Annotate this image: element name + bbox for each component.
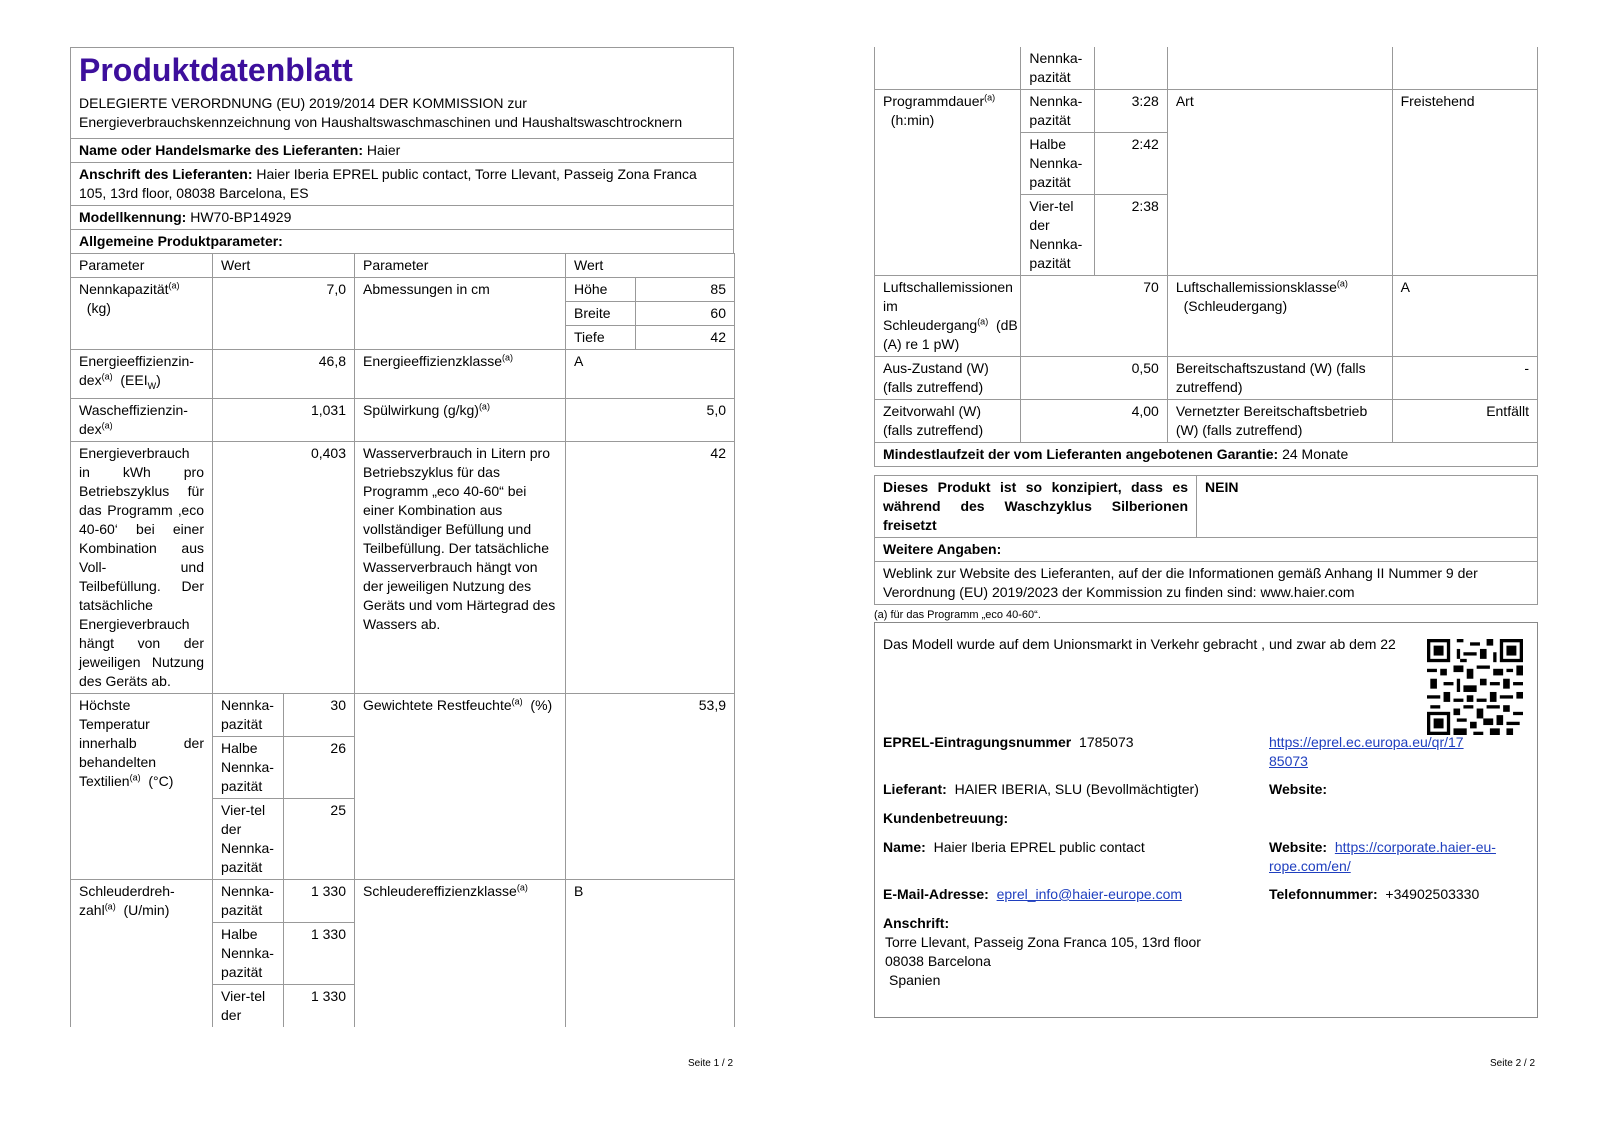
page-two-footer: Seite 2 / 2 — [1490, 1058, 1536, 1069]
duration-full-label: Nennka-pazität — [1021, 90, 1094, 133]
model-value: HW70-BP14929 — [190, 209, 292, 225]
website-label: Website: — [1269, 781, 1328, 797]
supplier-name-label: Name oder Handelsmarke des Lieferanten: — [79, 142, 363, 158]
address-block — [883, 914, 1201, 990]
spin-half-value: 1 330 — [284, 922, 355, 984]
qr-code-icon[interactable] — [1427, 639, 1523, 735]
website2-label: Website: — [1269, 839, 1328, 855]
energy-class-value: A — [566, 350, 735, 399]
document-title: Produktdatenblatt — [79, 52, 353, 88]
model-label: Modellkennung: — [79, 209, 187, 225]
header-value: Wert — [213, 254, 355, 278]
type-value: Freistehend — [1392, 90, 1537, 276]
contact-name-row — [883, 838, 1145, 857]
page-two — [874, 47, 1538, 621]
market-text: Das Modell wurde auf dem Unionsmarkt in Verkehr gebracht , und zwar ab dem 22 — [883, 636, 1396, 652]
header-table — [70, 47, 734, 254]
silver-table — [874, 475, 1538, 605]
spin-full-value: 1 330 — [284, 879, 355, 922]
off-mode-label: Aus-Zustand (W) (falls zutreffend) — [875, 357, 1021, 400]
website2-row — [1269, 838, 1496, 876]
supplier-value: HAIER IBERIA, SLU (Bevollmächtigter) — [954, 781, 1199, 797]
eprel-row — [883, 733, 1134, 752]
contact-name-label: Name: — [883, 839, 926, 855]
supplier-name-row — [71, 139, 734, 163]
weblink-value: www.haier.com — [1260, 584, 1355, 600]
phone-label: Telefonnummer: — [1269, 886, 1378, 902]
max-temp-half-label: Halbe Nennka-pazität — [213, 736, 284, 798]
supplier-row — [883, 780, 1199, 799]
spin-quarter-label: Vier-tel der — [213, 984, 284, 1027]
rinsing-value: 5,0 — [566, 398, 735, 441]
supplier-address-label: Anschrift des Lieferanten: — [79, 166, 253, 182]
weblink-row — [875, 562, 1538, 605]
eprel-number: 1785073 — [1079, 734, 1134, 750]
continued-empty-value-2 — [1392, 47, 1537, 90]
address-line-3: Spanien — [889, 972, 941, 988]
capacity-value: 7,0 — [213, 278, 355, 350]
email-row — [883, 885, 1182, 904]
spin-label: Schleuderdreh-zahl$^{(a)}$ (U/min) — [71, 879, 213, 1027]
standby-label: Bereitschaftszustand (W) (falls zutreffend) — [1167, 357, 1392, 400]
supplier-label: Lieferant: — [883, 781, 947, 797]
model-row — [71, 206, 734, 230]
moisture-value: 53,9 — [566, 693, 735, 879]
duration-half-label: Halbe Nennka-pazität — [1021, 133, 1094, 195]
washing-index-value: 1,031 — [213, 398, 355, 441]
capacity-label: Nennkapazität$^{(a)}$ (kg) — [71, 278, 213, 350]
parameter-table — [70, 253, 735, 1027]
eei-value: 46,8 — [213, 350, 355, 399]
supplier-address-row — [71, 163, 734, 206]
silver-label: Dieses Produkt ist so konzipiert, dass es während des Waschzyklus Silberionen freisetzt — [875, 476, 1197, 538]
silver-value: NEIN — [1197, 476, 1538, 538]
header-value-2: Wert — [566, 254, 735, 278]
energy-consumption-label: Energieverbrauch in kWh pro Betriebszyklus für das Programm ‚eco 40-60‘ bei einer Kombination aus Voll- und Teilbefüllung. Der tatsächliche Energieverbrauch hängt von der jeweiligen Nutzung des Geräts ab. — [71, 441, 213, 693]
standby-value: - — [1392, 357, 1537, 400]
eprel-link[interactable] — [1269, 733, 1464, 771]
water-consumption-value: 42 — [566, 441, 735, 693]
depth-label: Tiefe — [566, 326, 636, 350]
washing-index-label: Wascheffizienzin- dex$^{(a)}$ — [71, 398, 213, 441]
header-param: Parameter — [71, 254, 213, 278]
spin-half-label: Halbe Nennka-pazität — [213, 922, 284, 984]
noise-value: 70 — [1021, 276, 1167, 357]
delay-start-value: 4,00 — [1021, 400, 1167, 443]
eprel-link-line-1[interactable]: https://eprel.ec.europa.eu/qr/17 — [1269, 734, 1464, 750]
supplier-name-value: Haier — [366, 142, 401, 158]
address-label: Anschrift: — [883, 915, 950, 931]
phone-row — [1269, 885, 1479, 904]
phone-value: +34902503330 — [1385, 886, 1480, 902]
email-label: E-Mail-Adresse: — [883, 886, 989, 902]
duration-quarter-label: Vier-tel der Nennka-pazität — [1021, 195, 1094, 276]
page-one — [70, 47, 734, 1027]
address-line-1: Torre Llevant, Passeig Zona Franca 105, 13rd floor — [885, 934, 1201, 950]
height-label: Höhe — [566, 278, 636, 302]
spin-class-value: B — [566, 879, 735, 1027]
continued-empty-value — [1094, 47, 1167, 90]
general-params-row — [71, 230, 734, 254]
duration-label: Programmdauer$^{(a)}$ (h:min) — [875, 90, 1021, 276]
max-temp-quarter-value: 25 — [284, 798, 355, 879]
moisture-label: Gewichtete Restfeuchte$^{(a)}$ (%) — [355, 693, 566, 879]
weblink-text: Weblink zur Website des Lieferanten, auf der die Informationen gemäß Anhang II Nummer 9 der Verordnung (EU) 2019/2023 der Kommission zu finden sind: — [883, 565, 1478, 600]
max-temp-quarter-label: Vier-tel der Nennka-pazität — [213, 798, 284, 879]
duration-half-value: 2:42 — [1094, 133, 1167, 195]
general-params-label: Allgemeine Produktparameter: — [79, 233, 283, 249]
warranty-label: Mindestlaufzeit der vom Lieferanten angebotenen Garantie: — [883, 446, 1279, 462]
noise-class-label: Luftschallemissionsklasse$^{(a)}$ (Schleudergang) — [1167, 276, 1392, 357]
energy-class-label: Energieeffizienzklasse$^{(a)}$ — [355, 350, 566, 399]
warranty-row — [875, 443, 1538, 467]
spin-class-label: Schleudereffizienzklasse$^{(a)}$ — [355, 879, 566, 1027]
max-temp-label: Höchste Temperatur innerhalb der behandelten Textilien$^{(a)}$ (°C) — [71, 693, 213, 879]
type-label: Art — [1167, 90, 1392, 276]
website2-link-line-2[interactable]: rope.com/en/ — [1269, 858, 1351, 874]
footnote: (a) für das Programm „eco 40-60“. — [874, 609, 1041, 621]
duration-quarter-value: 2:38 — [1094, 195, 1167, 276]
width-value: 60 — [636, 302, 735, 326]
noise-class-value: A — [1392, 276, 1537, 357]
duration-full-value: 3:28 — [1094, 90, 1167, 133]
website2-link-line-1[interactable]: https://corporate.haier-eu- — [1334, 839, 1496, 855]
eprel-link-line-2[interactable]: 85073 — [1269, 753, 1308, 769]
address-line-2: 08038 Barcelona — [885, 953, 991, 969]
height-value: 85 — [636, 278, 735, 302]
table-header-row — [71, 254, 735, 278]
width-label: Breite — [566, 302, 636, 326]
email-link[interactable]: eprel_info@haier-europe.com — [996, 886, 1183, 902]
networked-value: Entfällt — [1392, 400, 1537, 443]
eprel-info-box — [874, 622, 1538, 1018]
spin-quarter-value: 1 330 — [284, 984, 355, 1027]
parameter-table-continued — [874, 47, 1538, 467]
header-param-2: Parameter — [355, 254, 566, 278]
supplier-address-value: Haier Iberia EPREL public contact, Torre Llevant, Passeig Zona Franca 105, 13rd floor, 08038 Barcelona, ES — [79, 166, 697, 201]
contact-name-value: Haier Iberia EPREL public contact — [933, 839, 1145, 855]
max-temp-half-value: 26 — [284, 736, 355, 798]
regulation-text: DELEGIERTE VERORDNUNG (EU) 2019/2014 DER KOMMISSION zur Energieverbrauchskennzeichnung von Haushaltswaschmaschinen und Haushaltswaschtrocknern — [79, 95, 683, 130]
continued-empty-param — [1167, 47, 1392, 90]
rinsing-label: Spülwirkung $(g/kg)^{(a)}$ — [355, 398, 566, 441]
max-temp-full-label: Nennka-pazität — [213, 693, 284, 736]
max-temp-full-value: 30 — [284, 693, 355, 736]
page-one-footer: Seite 1 / 2 — [688, 1058, 734, 1069]
off-mode-value: 0,50 — [1021, 357, 1167, 400]
spin-full-label: Nennka-pazität — [213, 879, 284, 922]
eprel-label: EPREL-Eintragungsnummer — [883, 734, 1072, 750]
continued-capacity-label: Nennka-pazität — [1021, 47, 1094, 90]
continued-empty — [875, 47, 1021, 90]
support-label: Kundenbetreuung: — [883, 810, 1009, 826]
delay-start-label: Zeitvorwahl (W) (falls zutreffend) — [875, 400, 1021, 443]
noise-label: Luftschallemissionen im Schleudergang$^{(a)}$ (dB (A) re 1 pW) — [875, 276, 1021, 357]
networked-label: Vernetzter Bereitschaftsbetrieb (W) (falls zutreffend) — [1167, 400, 1392, 443]
depth-value: 42 — [636, 326, 735, 350]
dimensions-label: Abmessungen in cm — [355, 278, 566, 350]
energy-consumption-value: 0,403 — [213, 441, 355, 693]
eei-label: Energieeffizienzin- dex$^{(a)}$ $(EEI_W)$ — [71, 350, 213, 399]
further-info-label: Weitere Angaben: — [875, 538, 1538, 562]
warranty-value: 24 Monate — [1282, 446, 1349, 462]
water-consumption-label: Wasserverbrauch in Litern pro Betriebszyklus für das Programm „eco 40-60“ bei einer Kombination aus vollständiger Befüllung und Teilbefüllung. Der tatsächliche Wasserverbrauch hängt von der jeweiligen Nutzung des Geräts und vom Härtegrad des Wassers ab. — [355, 441, 566, 693]
